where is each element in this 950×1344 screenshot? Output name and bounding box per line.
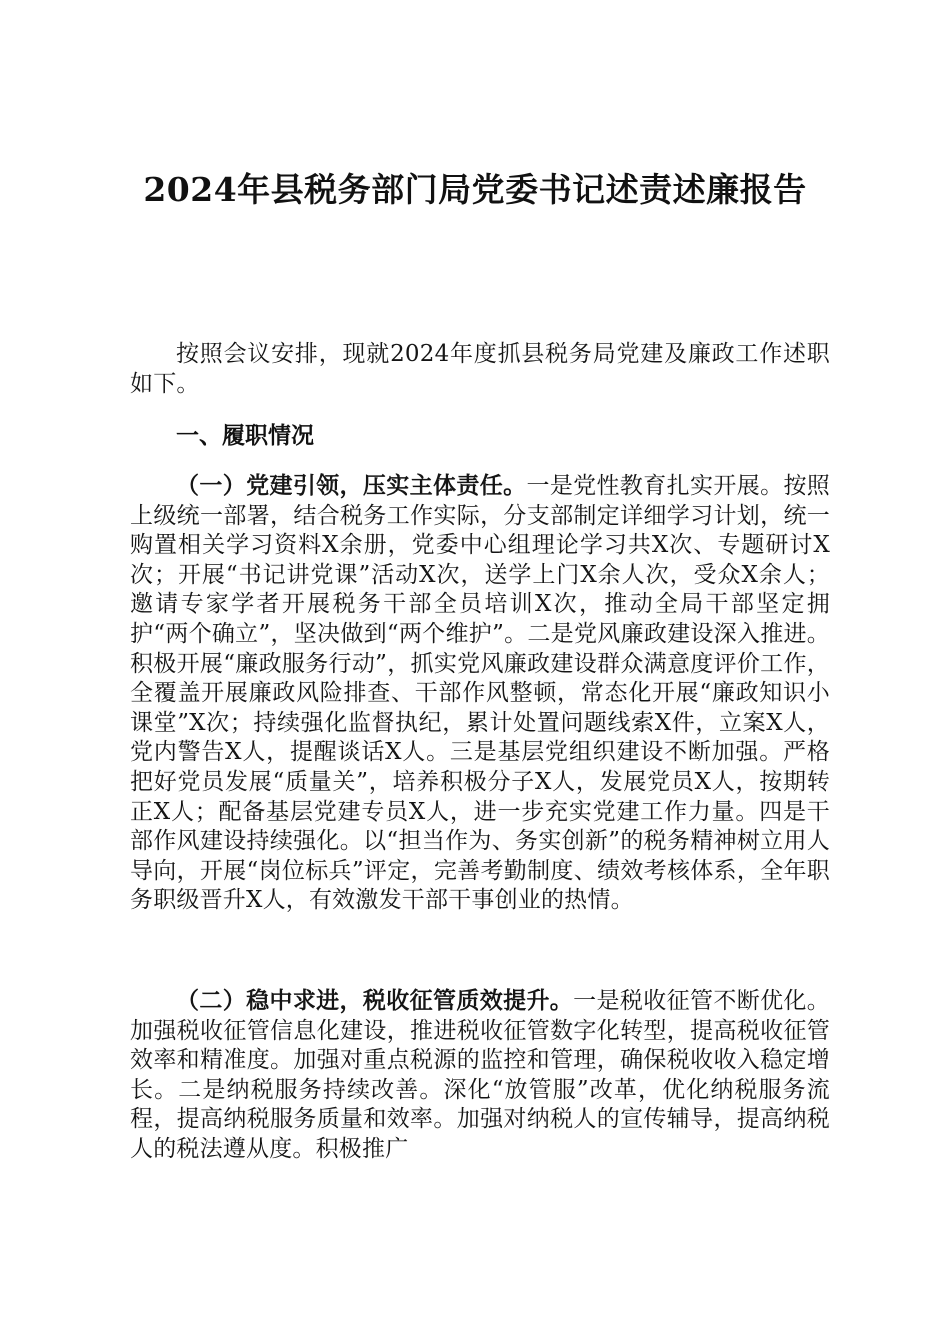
page-title: 2024年县税务部门局党委书记述责述廉报告 xyxy=(143,170,807,209)
paragraph-party-building xyxy=(130,471,830,916)
paragraph-lead: （二）稳中求进，税收征管质效提升。 xyxy=(176,987,574,1014)
paragraph-tax-collection xyxy=(130,986,830,1165)
section-heading: 一、履职情况 xyxy=(176,422,314,449)
paragraph-text: 一是税收征管不断优化。加强税收征管信息化建设，推进税收征管数字化转型，提高税收征管效率和精准度。加强对重点税源的监控和管理，确保税收收入稳定增长。二是纳税服务持续改善。深化“放管服”改革，优化纳税服务流程，提高纳税服务质量和效率。加强对纳税人的宣传辅导，提高纳税人的税法遵从度。积极推广 xyxy=(130,988,830,1162)
paragraph-lead: （一）党建引领，压实主体责任。 xyxy=(176,472,527,499)
intro-paragraph: 按照会议安排，现就2024年度抓县税务局党建及廉政工作述职如下。 xyxy=(130,341,830,397)
paragraph-text: 一是党性教育扎实开展。按照上级统一部署，结合税务工作实际，分支部制定详细学习计划，统一购置相关学习资料X余册，党委中心组理论学习共X次、专题研讨X次；开展“书记讲党课”活动X次，送学上门X余人次，受众X余人；邀请专家学者开展税务干部全员培训X次，推动全局干部坚定拥护“两个确立”，坚决做到“两个维护”。二是党风廉政建设深入推进。积极开展“廉政服务行动”，抓实党风廉政建设群众满意度评价工作，全覆盖开展廉政风险排查、干部作风整顿，常态化开展“廉政知识小课堂”X次；持续强化监督执纪，累计处置问题线索X件，立案X人，党内警告X人，提醒谈话X人。三是基层党组织建设不断加强。严格把好党员发展“质量关”，培养积极分子X人，发展党员X人，按期转正X人；配备基层党建专员X人，进一步充实党建工作力量。四是干部作风建设持续强化。以“担当作为、务实创新”的税务精神树立用人导向，开展“岗位标兵”评定，完善考勤制度、绩效考核体系，全年职务职级晋升X人，有效激发干部干事创业的热情。 xyxy=(130,473,831,914)
